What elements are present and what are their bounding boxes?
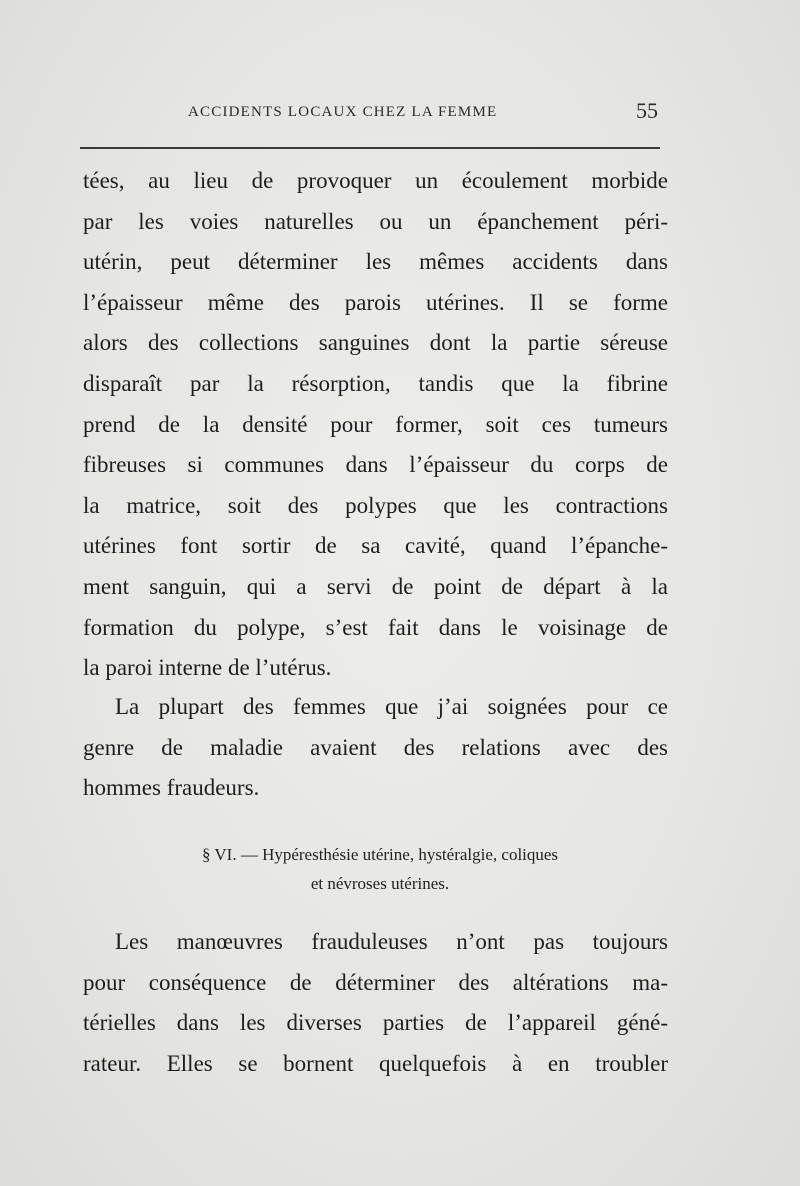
text-line: Les manœuvres frauduleuses n’ont pas toujours: [115, 929, 668, 954]
text-line: formation du polype, s’est fait dans le voisinage de: [83, 614, 668, 640]
paragraph-1: [83, 161, 668, 689]
text-line: la matrice, soit des polypes que les contractions: [83, 492, 668, 518]
text-line: genre de maladie avaient des relations avec des: [83, 734, 668, 760]
text-line: rateur. Elles se bornent quelquefois à en troubler: [83, 1050, 668, 1076]
text-line: tées, au lieu de provoquer un écoulement morbide: [83, 168, 668, 193]
paragraph-3: [83, 922, 668, 1084]
text-line: La plupart des femmes que j’ai soignées pour ce: [115, 694, 668, 719]
paragraph-2: [83, 687, 668, 809]
section-heading-line-1: § VI. — Hypéresthésie utérine, hystéralgie, coliques: [201, 845, 559, 864]
text-line: utérines font sortir de sa cavité, quand l’épanche-: [83, 533, 668, 559]
text-line: pour conséquence de déterminer des altérations ma-: [83, 969, 668, 995]
text-line: hommes fraudeurs.: [83, 775, 260, 801]
text-line: fibreuses si communes dans l’épaisseur du corps de: [83, 452, 668, 478]
text-line: ment sanguin, qui a servi de point de départ à la: [83, 573, 668, 599]
text-line: la paroi interne de l’utérus.: [83, 655, 332, 681]
text-line: alors des collections sanguines dont la partie séreuse: [83, 330, 668, 356]
running-head: ACCIDENTS LOCAUX CHEZ LA FEMME: [188, 104, 498, 120]
page-header: [80, 98, 660, 128]
text-line: disparaît par la résorption, tandis que la fibrine: [83, 370, 668, 396]
section-heading-line-2: et névroses utérines.: [310, 874, 450, 893]
text-line: par les voies naturelles ou un épanchement péri-: [83, 208, 668, 234]
page-number: 55: [636, 98, 658, 123]
section-heading: [80, 840, 680, 898]
text-line: l’épaisseur même des parois utérines. Il se forme: [83, 289, 668, 315]
text-line: utérin, peut déterminer les mêmes accidents dans: [83, 249, 668, 275]
header-rule: [80, 147, 660, 149]
text-line: térielles dans les diverses parties de l’appareil géné-: [83, 1010, 668, 1036]
text-line: prend de la densité pour former, soit ces tumeurs: [83, 411, 668, 437]
